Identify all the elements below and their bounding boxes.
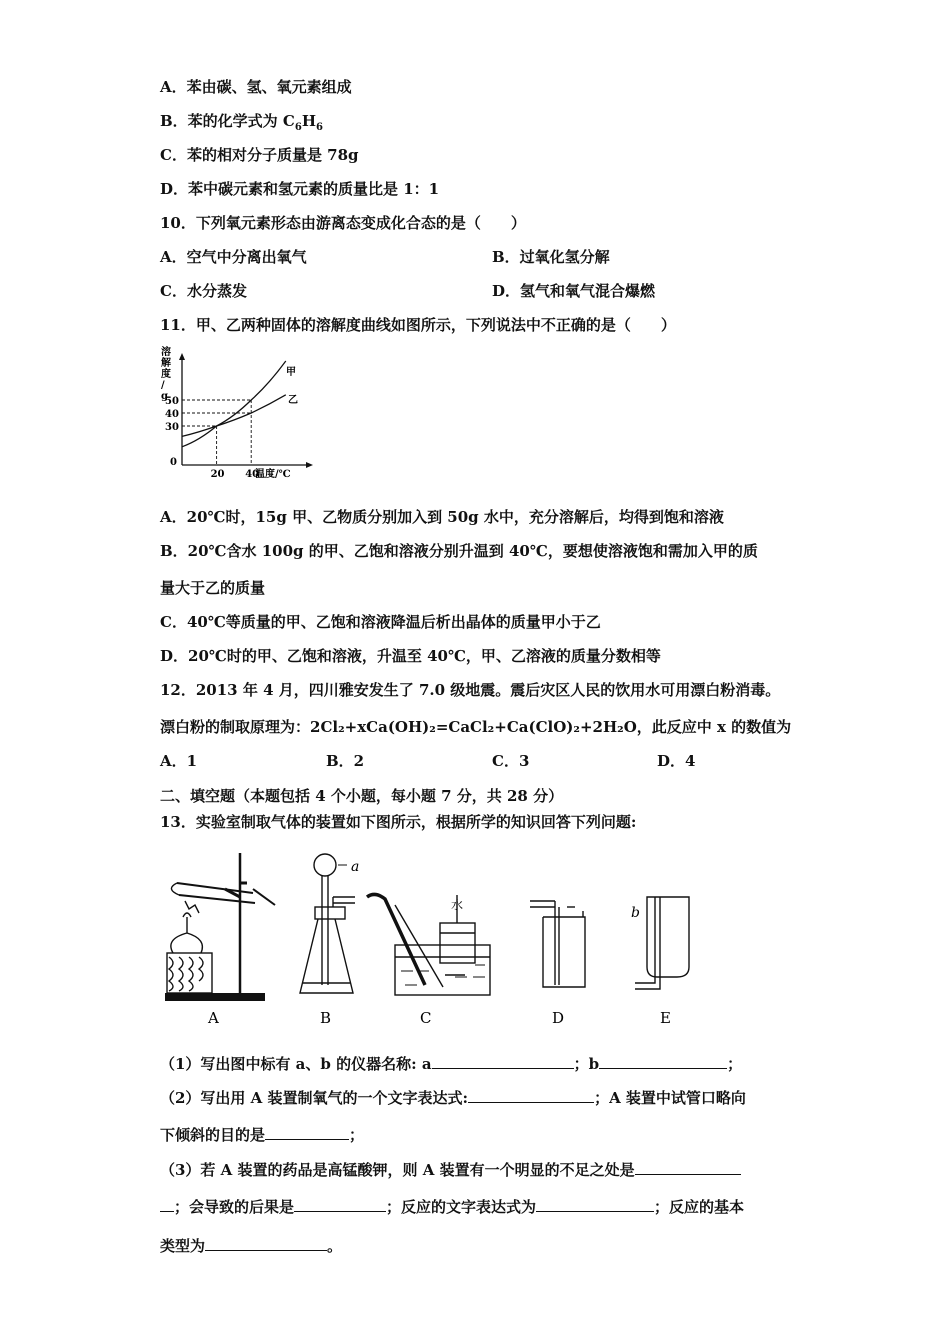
answer-blank-deficiency[interactable] bbox=[635, 1160, 741, 1175]
apparatus-label-c: C bbox=[420, 1009, 432, 1027]
q9-b-text: B．苯的化学式为 C bbox=[160, 112, 295, 130]
q9-option-b bbox=[160, 111, 323, 138]
q12-line1: 12．2013 年 4 月，四川雅安发生了 7.0 级地震。震后灾区人民的饮用水可用漂白粉消毒。 bbox=[160, 681, 781, 699]
q12-option-c: C．3 bbox=[492, 752, 530, 770]
q11-option-b-line1: B．20℃含水 100g 的甲、乙饱和溶液分别升温到 40℃，要想使溶液饱和需加入甲的质 bbox=[160, 542, 758, 560]
apparatus-figure bbox=[155, 845, 715, 1030]
q10-option-b: B．过氧化氢分解 bbox=[492, 248, 610, 266]
q13-p1-text: （1）写出图中标有 a、b 的仪器名称: a bbox=[160, 1055, 432, 1073]
chart-x-tick: 20 bbox=[210, 469, 225, 480]
q13-stem: 13．实验室制取气体的装置如下图所示，根据所学的知识回答下列问题: bbox=[160, 813, 637, 831]
apparatus-a bbox=[165, 853, 275, 1001]
q12-option-a: A．1 bbox=[160, 752, 198, 770]
apparatus-e bbox=[635, 897, 689, 989]
q13-p3b-pre: ；会导致的后果是 bbox=[174, 1198, 295, 1216]
q11-option-a: A．20℃时，15g 甲、乙物质分别加入到 50g 水中，充分溶解后，均得到饱和溶液 bbox=[160, 508, 724, 526]
apparatus-c bbox=[367, 894, 490, 995]
chart-y-tick: 50 bbox=[165, 396, 179, 407]
answer-blank-consequence[interactable] bbox=[294, 1197, 386, 1212]
answer-blank-deficiency-cont[interactable] bbox=[160, 1197, 174, 1212]
answer-blank-reaction[interactable] bbox=[536, 1197, 654, 1212]
q10-option-a: A．空气中分离出氧气 bbox=[160, 248, 307, 266]
label-b: b bbox=[631, 905, 640, 921]
q13-p1-end: ； bbox=[727, 1055, 743, 1073]
answer-blank-a[interactable] bbox=[432, 1054, 574, 1069]
label-a: a bbox=[351, 859, 360, 875]
q12-option-b: B．2 bbox=[326, 752, 365, 770]
q13-part2 bbox=[160, 1088, 746, 1108]
apparatus-label-b: B bbox=[320, 1009, 332, 1027]
q13-p3c-text: 类型为 bbox=[160, 1237, 206, 1255]
q13-p2b-text: 下倾斜的目的是 bbox=[160, 1126, 266, 1144]
apparatus-label-a: A bbox=[208, 1009, 219, 1027]
apparatus-label-e: E bbox=[660, 1009, 671, 1027]
q12-option-d: D．4 bbox=[657, 752, 696, 770]
q13-part3 bbox=[160, 1160, 741, 1180]
chart-series-label-jia: 甲 bbox=[286, 367, 296, 378]
q10-option-d: D．氢气和氧气混合爆燃 bbox=[492, 282, 656, 300]
q9-option-d: D．苯中碳元素和氢元素的质量比是 1：1 bbox=[160, 180, 440, 198]
section-2-heading: 二、填空题（本题包括 4 个小题，每小题 7 分，共 28 分） bbox=[160, 787, 564, 805]
q10-option-c: C．水分蒸发 bbox=[160, 282, 247, 300]
q11-option-c: C．40℃等质量的甲、乙饱和溶液降温后析出晶体的质量甲小于乙 bbox=[160, 613, 601, 631]
apparatus-label-d: D bbox=[552, 1009, 565, 1027]
chart-y-tick: 40 bbox=[165, 409, 179, 420]
q12-line2: 漂白粉的制取原理为：2Cl₂+xCa(OH)₂=CaCl₂+Ca(ClO)₂+2H₂O，此反应中 x 的数值为 bbox=[160, 718, 792, 736]
q13-p2b-end: ； bbox=[349, 1126, 365, 1144]
answer-blank-purpose[interactable] bbox=[265, 1125, 349, 1140]
chart-x-tick: 0 bbox=[170, 457, 177, 468]
q11-stem: 11．甲、乙两种固体的溶解度曲线如图所示，下列说法中不正确的是（ ） bbox=[160, 316, 676, 334]
label-water: 水 bbox=[451, 898, 464, 912]
q9-option-a: A．苯由碳、氢、氧元素组成 bbox=[160, 78, 352, 96]
x-arrow bbox=[306, 462, 313, 468]
y-arrow bbox=[179, 353, 185, 360]
chart-ylabel: 溶解度/ g bbox=[161, 347, 171, 402]
chart-xlabel: 温度/℃ bbox=[255, 469, 291, 480]
chart-series-label-yi: 乙 bbox=[288, 395, 298, 406]
q11-option-b-line2: 量大于乙的质量 bbox=[160, 579, 266, 597]
q10-stem: 10．下列氧元素形态由游离态变成化合态的是（ ） bbox=[160, 214, 526, 232]
q9-b-mid: H bbox=[301, 112, 316, 130]
apparatus-b bbox=[300, 854, 355, 993]
q13-p2-end: ；A 装置中试管口略向 bbox=[594, 1089, 746, 1107]
q13-p1-mid: ；b bbox=[573, 1055, 600, 1073]
q13-part1 bbox=[160, 1054, 742, 1074]
answer-blank-type[interactable] bbox=[205, 1236, 327, 1251]
solubility-chart bbox=[158, 345, 328, 480]
answer-blank-b[interactable] bbox=[599, 1054, 727, 1069]
q11-option-d: D．20℃时的甲、乙饱和溶液，升温至 40℃，甲、乙溶液的质量分数相等 bbox=[160, 647, 661, 665]
q13-p3b-mid: ；反应的文字表达式为 bbox=[386, 1198, 537, 1216]
q13-p3c-end: 。 bbox=[327, 1237, 343, 1255]
q13-p2-text: （2）写出用 A 装置制氧气的一个文字表达式: bbox=[160, 1089, 469, 1107]
q13-part2b bbox=[160, 1125, 364, 1145]
chart-y-tick: 30 bbox=[165, 422, 179, 433]
q9-b-sub2: 6 bbox=[316, 122, 323, 133]
q9-b-sub1: 6 bbox=[294, 122, 302, 133]
chart-x-tick: 40 bbox=[245, 469, 260, 480]
answer-blank-equation[interactable] bbox=[468, 1088, 594, 1103]
q13-part3b bbox=[160, 1197, 744, 1217]
q13-p3b-end: ；反应的基本 bbox=[654, 1198, 745, 1216]
q13-part3c bbox=[160, 1236, 342, 1256]
q13-p3-text: （3）若 A 装置的药品是高锰酸钾，则 A 装置有一个明显的不足之处是 bbox=[160, 1161, 635, 1179]
q9-option-c: C．苯的相对分子质量是 78g bbox=[160, 146, 359, 164]
apparatus-d bbox=[530, 901, 585, 987]
